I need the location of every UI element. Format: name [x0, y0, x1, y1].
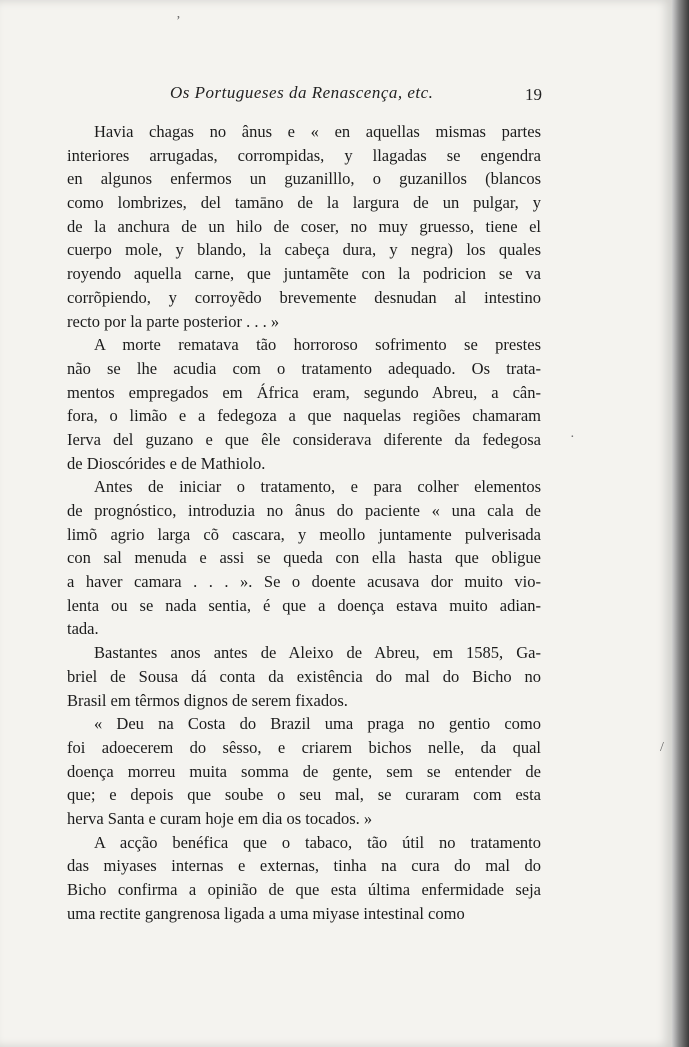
page-number: 19 — [525, 85, 542, 104]
text-line: recto por la parte posterior . . . » — [67, 311, 280, 331]
text-line: Antes de iniciar o tratamento, e para colher elementos — [94, 477, 541, 497]
text-line: Bicho confirma a opinião de que esta última enfermidade seja — [67, 880, 541, 899]
text-line: fora, o limão e a fedegoza a que naquelas regiões chamaram — [67, 406, 541, 426]
text-line: cuerpo mole, y blando, la cabeça dura, y negra) los quales — [67, 240, 541, 260]
text-line: como lombrizes, del tamāno de la largura de un pulgar, y — [67, 193, 541, 213]
text-line: limõ agrio larga cõ cascara, y meollo juntamente pulverisada — [67, 524, 541, 544]
text-line: das miyases internas e externas, tinha na cura do mal do — [67, 856, 541, 876]
text-line: de Dioscórides e de Mathiolo. — [67, 453, 266, 473]
text-line: A acção benéfica que o tabaco, tão útil no tratamento — [94, 832, 541, 852]
text-line: con sal menuda e assi se queda con ella hasta que obligue — [67, 548, 541, 568]
text-line: corrõpiendo, y corroyẽdo brevemente desnudan al intestino — [67, 287, 541, 307]
page-header — [170, 83, 550, 109]
text-line: uma rectite gangrenosa ligada a uma miyase intestinal como — [67, 903, 465, 923]
text-line: Havia chagas no ânus e « en aquellas mismas partes — [94, 122, 541, 141]
text-line: que; e depois que soube o seu mal, se curaram com esta — [67, 785, 541, 805]
text-line: Brasil em têrmos dignos de serem fixados. — [67, 690, 348, 710]
stray-mark: · — [570, 430, 575, 445]
stray-mark: / — [660, 740, 664, 755]
text-line: não se lhe acudia com o tratamento adequado. Os trata- — [67, 358, 541, 378]
text-line: interiores arrugadas, corrompidas, y llagadas se engendra — [67, 145, 541, 165]
text-line: tada. — [67, 619, 99, 639]
body-text — [67, 120, 541, 925]
text-line: « Deu na Costa do Brazil uma praga no gentio como — [94, 714, 541, 734]
text-line: doença morreu muita somma de gente, sem se entender de — [67, 761, 541, 781]
text-line: lenta ou se nada sentia, é que a doença estava muito adian- — [67, 595, 541, 615]
text-line: royendo aquella carne, que juntamẽte con la podricion se va — [67, 264, 541, 284]
text-line: de la anchura de un hilo de coser, no muy gruesso, tiene el — [67, 216, 541, 236]
text-line: de prognóstico, introduzia no ânus do paciente « una cala de — [67, 501, 541, 520]
text-line: foi adoecerem do sêsso, e criarem bichos nelle, da qual — [67, 737, 541, 757]
text-line: herva Santa e curam hoje em dia os tocados. » — [67, 808, 373, 828]
text-line: A morte rematava tão horroroso sofrimento se prestes — [94, 335, 541, 355]
text-line: Bastantes anos antes de Aleixo de Abreu, em 1585, Ga- — [94, 643, 541, 663]
text-line: a haver camara . . . ». Se o doente acusava dor muito vio- — [67, 572, 541, 592]
running-title: Os Portugueses da Renascença, etc. — [170, 83, 434, 102]
text-line: en algunos enfermos un guzanilllo, o guzanillos (blancos — [67, 169, 541, 189]
text-line: Ierva del guzano e que êle considerava diferente da fedegosa — [67, 429, 541, 449]
text-line: briel de Sousa dá conta da existência do mal do Bicho no — [67, 666, 541, 686]
page-edge-shadow — [672, 0, 689, 1047]
stray-mark: ʼ — [176, 14, 181, 29]
text-line: mentos empregados em África eram, segundo Abreu, a cân- — [67, 382, 541, 402]
